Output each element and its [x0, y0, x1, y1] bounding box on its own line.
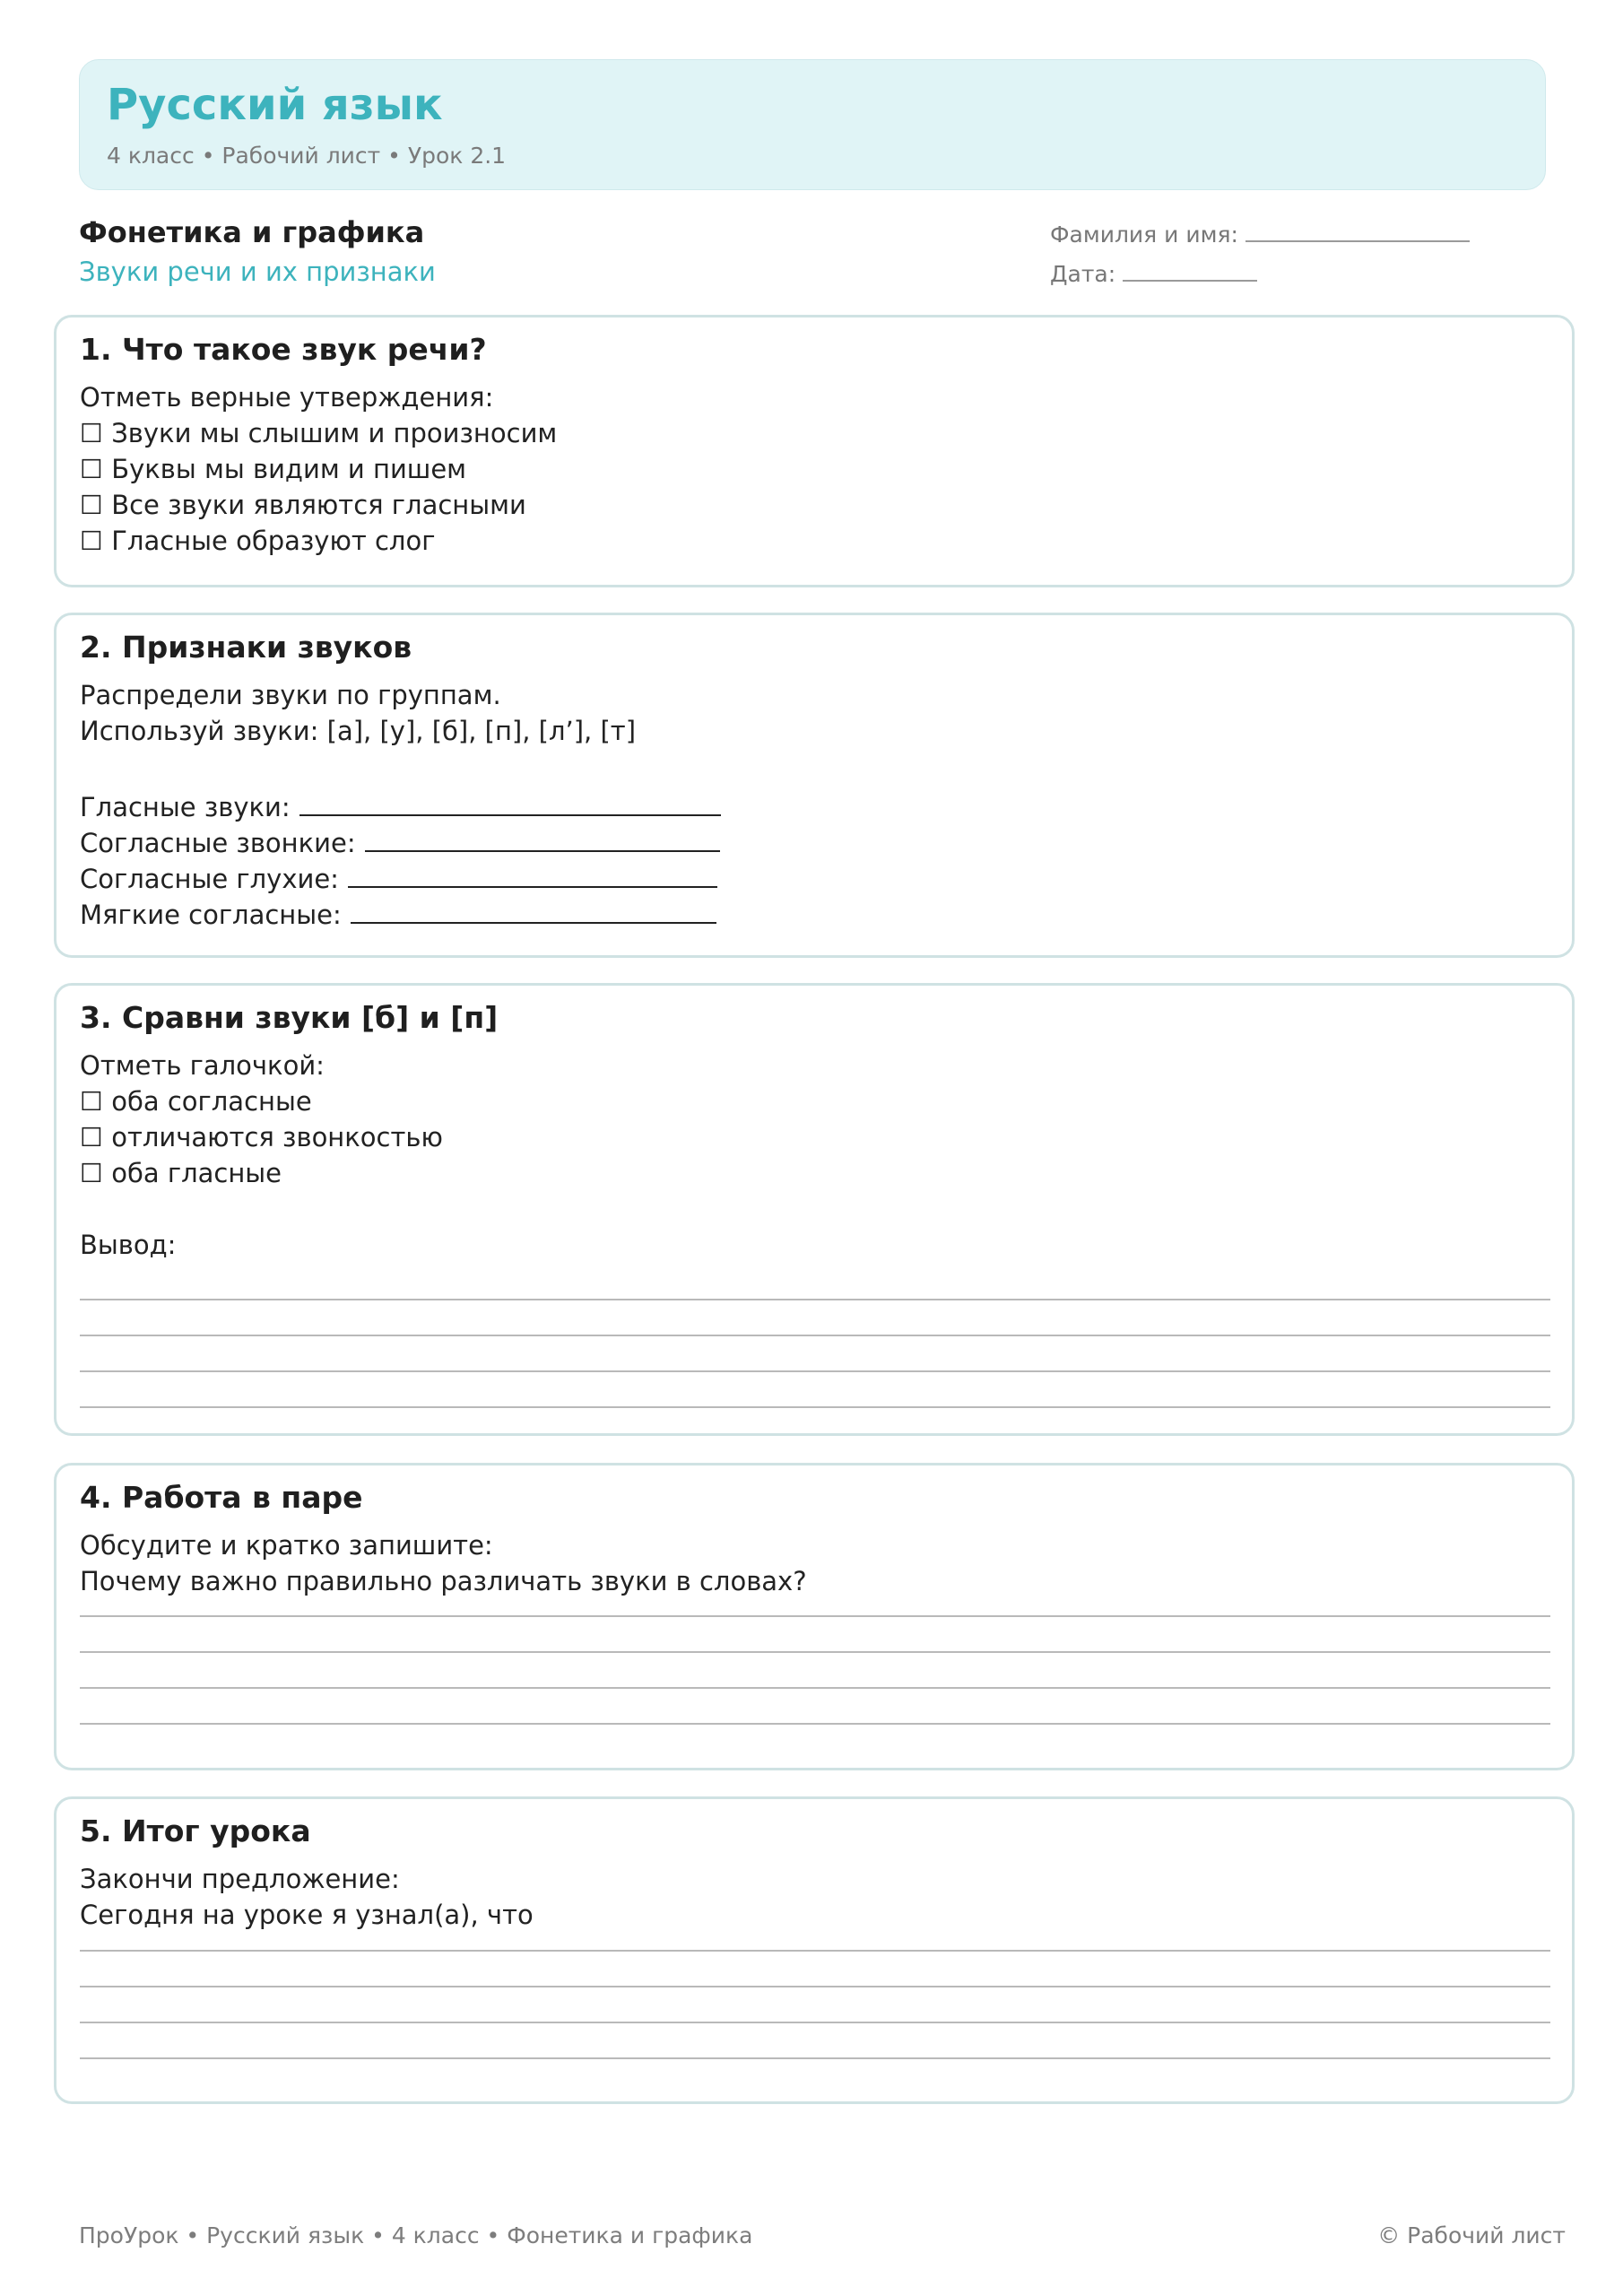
- date-label: Дата:: [1050, 261, 1116, 287]
- task-5-prompt: Сегодня на уроке я узнал(а), что: [80, 1900, 534, 1930]
- worksheet-info: 4 класс • Рабочий лист • Урок 2.1: [107, 143, 507, 169]
- task-3-instruction: Отметь галочкой:: [80, 1050, 325, 1081]
- checkbox-option[interactable]: ☐ Звуки мы слышим и произносим: [80, 418, 558, 448]
- checkbox-option[interactable]: ☐ Все звуки являются гласными: [80, 490, 526, 520]
- writing-line[interactable]: [80, 1406, 1550, 1408]
- writing-line[interactable]: [80, 2022, 1550, 2023]
- name-blank[interactable]: [1245, 217, 1470, 242]
- writing-line[interactable]: [80, 1299, 1550, 1300]
- task-4-question: Почему важно правильно различать звуки в словах?: [80, 1566, 807, 1596]
- topic-subtitle: Звуки речи и их признаки: [79, 257, 436, 287]
- task-1-instruction: Отметь верные утверждения:: [80, 382, 494, 413]
- group-row[interactable]: [80, 823, 720, 858]
- writing-line[interactable]: [80, 1950, 1550, 1952]
- group-blank[interactable]: [348, 859, 717, 888]
- group-label: Согласные звонкие:: [80, 828, 356, 858]
- task-2-sounds: Используй звуки: [а], [у], [б], [п], [л’], [т]: [80, 716, 637, 746]
- group-label: Мягкие согласные:: [80, 900, 342, 930]
- writing-line[interactable]: [80, 1370, 1550, 1372]
- task-card-2: [54, 613, 1575, 958]
- task-3-title: 3. Сравни звуки [б] и [п]: [80, 1000, 499, 1035]
- writing-line[interactable]: [80, 1615, 1550, 1617]
- task-4-instruction: Обсудите и кратко запишите:: [80, 1530, 493, 1561]
- writing-line[interactable]: [80, 2057, 1550, 2059]
- group-label: Гласные звуки:: [80, 792, 291, 822]
- writing-line[interactable]: [80, 1335, 1550, 1336]
- writing-line[interactable]: [80, 1986, 1550, 1987]
- task-5-title: 5. Итог урока: [80, 1813, 311, 1848]
- task-card-4: [54, 1463, 1575, 1770]
- task-2-title: 2. Признаки звуков: [80, 630, 412, 665]
- name-label: Фамилия и имя:: [1050, 222, 1238, 248]
- group-blank[interactable]: [365, 823, 720, 852]
- task-5-instruction: Закончи предложение:: [80, 1864, 400, 1894]
- checkbox-option[interactable]: ☐ отличаются звонкостью: [80, 1122, 443, 1152]
- task-2-instruction: Распредели звуки по группам.: [80, 680, 501, 710]
- group-row[interactable]: [80, 859, 717, 894]
- task-card-1: [54, 315, 1575, 587]
- footer-credits: ПроУрок • Русский язык • 4 класс • Фонетика и графика: [79, 2222, 753, 2248]
- subject-title: Русский язык: [107, 80, 443, 130]
- topic-title: Фонетика и графика: [79, 215, 425, 249]
- checkbox-option[interactable]: ☐ оба гласные: [80, 1158, 282, 1188]
- checkbox-option[interactable]: ☐ Буквы мы видим и пишем: [80, 454, 467, 484]
- group-row[interactable]: [80, 787, 721, 822]
- writing-line[interactable]: [80, 1687, 1550, 1689]
- date-field[interactable]: [1050, 257, 1257, 287]
- writing-line[interactable]: [80, 1723, 1550, 1725]
- task-4-title: 4. Работа в паре: [80, 1480, 363, 1515]
- checkbox-option[interactable]: ☐ оба согласные: [80, 1086, 312, 1117]
- footer-copyright: © Рабочий лист: [1377, 2222, 1566, 2248]
- task-card-5: [54, 1796, 1575, 2104]
- group-row[interactable]: [80, 895, 716, 930]
- group-label: Согласные глухие:: [80, 864, 339, 894]
- group-blank[interactable]: [351, 895, 716, 924]
- date-blank[interactable]: [1123, 257, 1257, 282]
- checkbox-option[interactable]: ☐ Гласные образуют слог: [80, 526, 436, 556]
- header-banner: [79, 59, 1546, 190]
- task-card-3: [54, 983, 1575, 1436]
- conclusion-label: Вывод:: [80, 1230, 177, 1260]
- writing-line[interactable]: [80, 1651, 1550, 1653]
- task-1-title: 1. Что такое звук речи?: [80, 332, 487, 367]
- name-field[interactable]: [1050, 217, 1470, 248]
- group-blank[interactable]: [299, 787, 721, 816]
